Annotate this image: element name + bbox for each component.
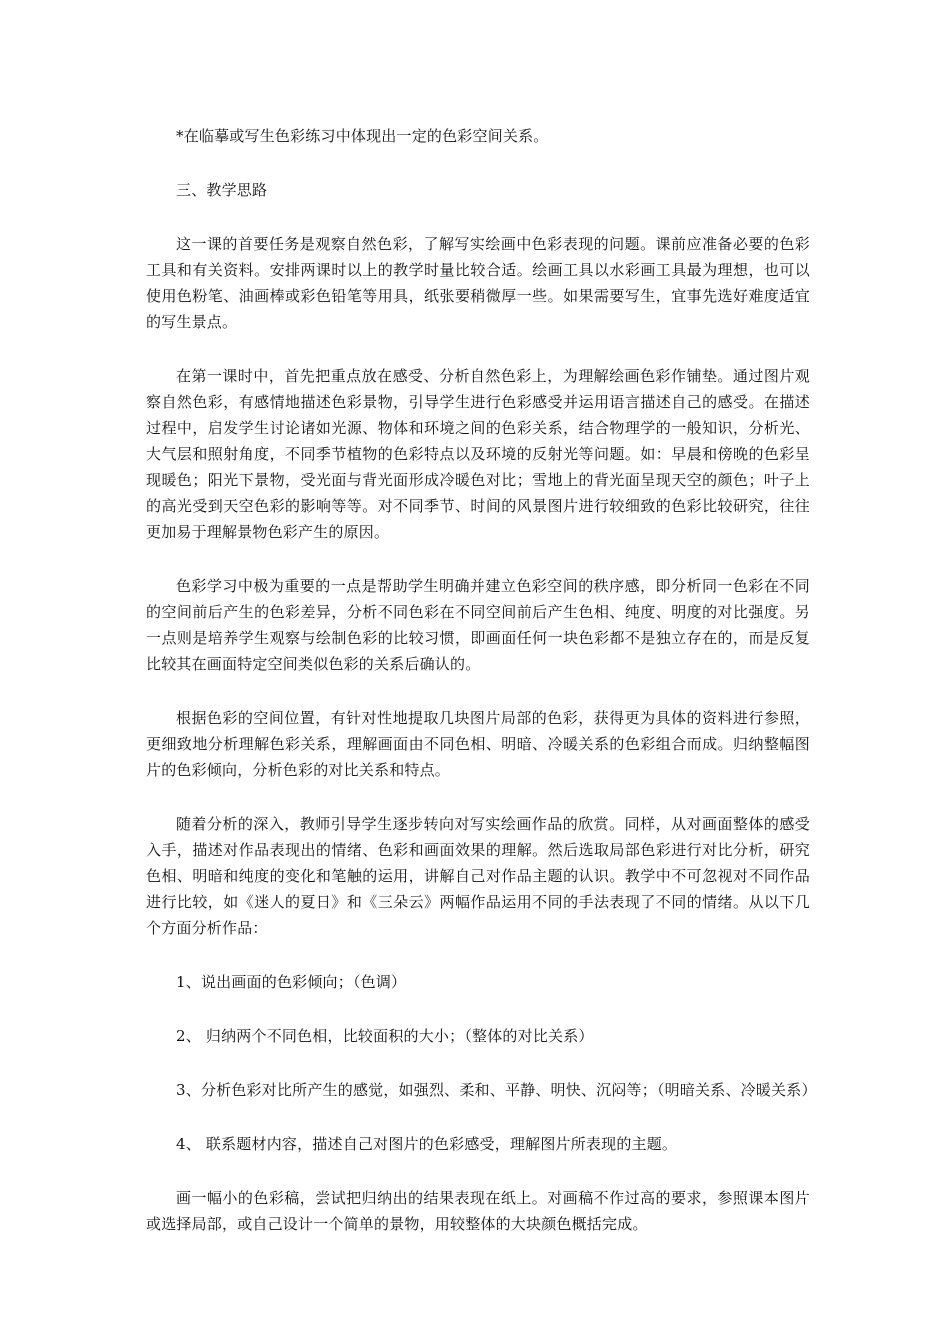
body-paragraph: 随着分析的深入，教师引导学生逐步转向对写实绘画作品的欣赏。同样，从对画面整体的感受入手，描述对作品表现出的情绪、色彩和画面效果的理解。然后选取局部色彩进行对比分析，研究色相、明暗和纯度的变化和笔触的运用，讲解自己对作品主题的认识。教学中不可忽视对不同作品进行比较，如《迷人的夏日》和《三朵云》两幅作品运用不同的手法表现了不同的情绪。从以下几个方面分析作品： <box>146 815 810 937</box>
paragraph-spacer <box>146 203 810 231</box>
objective-item: *在临摹或写生色彩练习中体现出一定的色彩空间关系。 <box>176 127 549 145</box>
paragraph-spacer <box>146 1103 810 1131</box>
section-heading: 三、教学思路 <box>176 181 268 199</box>
paragraph-spacer <box>146 149 810 177</box>
document-page <box>146 123 817 1237</box>
list-item: 1、说出画面的色彩倾向；（色调） <box>176 973 407 991</box>
list-item: 2、 归纳两个不同色相，比较面积的大小；（整体的对比关系） <box>176 1027 594 1045</box>
body-paragraph: 在第一课时中，首先把重点放在感受、分析自然色彩上，为理解绘画色彩作铺垫。通过图片观察自然色彩，有感情地描述色彩景物，引导学生进行色彩感受并运用语言描述自己的感受。在描述过程中，启发学生讨论诸如光源、物体和环境之间的色彩关系，结合物理学的一般知识，分析光、大气层和照射角度，不同季节植物的色彩特点以及环境的反射光等问题。如：早晨和傍晚的色彩呈现暖色；阳光下景物，受光面与背光面形成冷暖色对比；雪地上的背光面呈现天空的颜色；叶子上的高光受到天空色彩的影响等等。对不同季节、时间的风景图片进行较细致的色彩比较研究，往往更加易于理解景物色彩产生的原因。 <box>146 367 810 541</box>
paragraph-spacer <box>146 1049 810 1077</box>
body-paragraph: 根据色彩的空间位置，有针对性地提取几块图片局部的色彩，获得更为具体的资料进行参照，更细致地分析理解色彩关系，理解画面由不同色相、明暗、冷暖关系的色彩组合而成。归纳整幅图片的色彩倾向，分析色彩的对比关系和特点。 <box>146 709 810 779</box>
paragraph-spacer <box>146 1157 810 1185</box>
paragraph-spacer <box>146 783 810 811</box>
paragraph-spacer <box>146 941 810 969</box>
paragraph-spacer <box>146 335 810 363</box>
paragraph-spacer <box>146 995 810 1023</box>
paragraph-spacer <box>146 545 810 573</box>
list-item: 4、 联系题材内容，描述自己对图片的色彩感受，理解图片所表现的主题。 <box>176 1135 678 1153</box>
paragraph-spacer <box>146 677 810 705</box>
body-paragraph: 画一幅小的色彩稿，尝试把归纳出的结果表现在纸上。对画稿不作过高的要求，参照课本图片或选择局部，或自己设计一个简单的景物，用较整体的大块颜色概括完成。 <box>146 1189 810 1233</box>
body-paragraph: 色彩学习中极为重要的一点是帮助学生明确并建立色彩空间的秩序感，即分析同一色彩在不同的空间前后产生的色彩差异，分析不同色彩在不同空间前后产生色相、纯度、明度的对比强度。另一点则是培养学生观察与绘制色彩的比较习惯，即画面任何一块色彩都不是独立存在的，而是反复比较其在画面特定空间类似色彩的关系后确认的。 <box>146 577 810 673</box>
list-item: 3、分析色彩对比所产生的感觉，如强烈、柔和、平静、明快、沉闷等；（明暗关系、冷暖关系） <box>176 1081 817 1099</box>
body-paragraph: 这一课的首要任务是观察自然色彩，了解写实绘画中色彩表现的问题。课前应准备必要的色彩工具和有关资料。安排两课时以上的教学时量比较合适。绘画工具以水彩画工具最为理想，也可以使用色粉笔、油画棒或彩色铅笔等用具，纸张要稍微厚一些。如果需要写生，宜事先选好难度适宜的写生景点。 <box>146 235 810 331</box>
